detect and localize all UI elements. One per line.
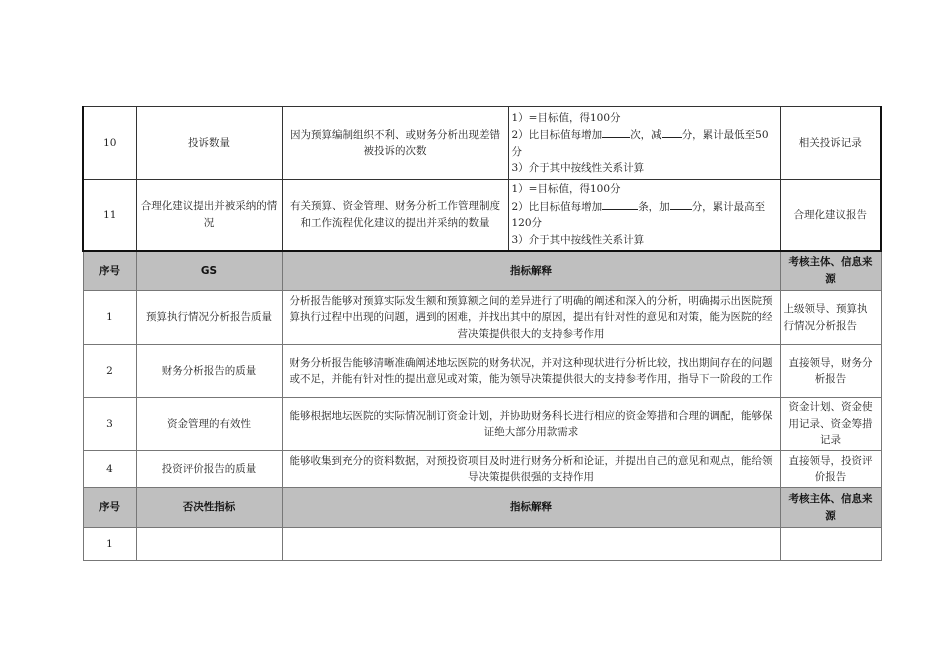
scoring-rule-2: 2）比目标值每增加 条，加 分，累计最高至120分	[512, 198, 777, 232]
info-source: 相关投诉记录	[780, 107, 881, 180]
info-source: 直接领导，投资评价报告	[780, 451, 881, 488]
header-indicator: 否决性指标	[136, 488, 282, 528]
indicator-name: 财务分析报告的质量	[136, 345, 282, 398]
header-source: 考核主体、信息来源	[780, 488, 881, 528]
row-number: 11	[83, 180, 136, 251]
indicator-explanation: 有关预算、资金管理、财务分析工作管理制度和工作流程优化建议的提出并采纳的数量	[282, 180, 508, 251]
header-indicator: GS	[136, 251, 282, 291]
kpi-table	[82, 106, 882, 561]
info-source: 上级领导、预算执行情况分析报告	[780, 291, 881, 345]
gs-row-3	[83, 398, 881, 451]
info-source: 资金计划、资金使用记录、资金筹措记录	[780, 398, 881, 451]
kpi-row-11	[83, 180, 881, 251]
indicator-explanation: 分析报告能够对预算实际发生额和预算额之间的差异进行了明确的阐述和深入的分析，明确揭示出医院预算执行过程中出现的问题，遇到的困难，并找出其中的原因，提出有针对性的意见和对策，能为医院的经营决策提供很大的支持参考作用	[282, 291, 780, 345]
indicator-explanation	[282, 528, 780, 561]
scoring-rules	[508, 180, 780, 251]
header-explanation: 指标解释	[282, 251, 780, 291]
scoring-rules	[508, 107, 780, 180]
kpi-row-10	[83, 107, 881, 180]
header-no: 序号	[83, 251, 136, 291]
indicator-name: 投资评价报告的质量	[136, 451, 282, 488]
indicator-explanation: 能够收集到充分的资料数据，对预投资项目及时进行财务分析和论证，并提出自己的意见和观点，能给领导决策提供很强的支持作用	[282, 451, 780, 488]
row-number: 2	[83, 345, 136, 398]
indicator-explanation: 能够根据地坛医院的实际情况制订资金计划，并协助财务科长进行相应的资金筹措和合理的调配，能够保证绝大部分用款需求	[282, 398, 780, 451]
scoring-rule-2: 2）比目标值每增加 次，减 分，累计最低至50分	[512, 126, 777, 160]
indicator-name: 投诉数量	[136, 107, 282, 180]
header-no: 序号	[83, 488, 136, 528]
indicator-explanation: 财务分析报告能够清晰准确阐述地坛医院的财务状况，并对这种现状进行分析比较，找出期间存在的问题或不足，并能有针对性的提出意见或对策，能为领导决策提供很大的支持参考作用，指导下一阶段的工作	[282, 345, 780, 398]
indicator-explanation: 因为预算编制组织不利、或财务分析出现差错被投诉的次数	[282, 107, 508, 180]
header-explanation: 指标解释	[282, 488, 780, 528]
scoring-rule-1: 1）=目标值，得100分	[511, 183, 621, 196]
veto-header-row	[83, 488, 881, 528]
info-source: 直接领导，财务分析报告	[780, 345, 881, 398]
row-number: 3	[83, 398, 136, 451]
header-source: 考核主体、信息来源	[780, 251, 881, 291]
veto-row-1	[83, 528, 881, 561]
scoring-rule-3: 3）介于其中按线性关系计算	[511, 233, 645, 246]
info-source	[780, 528, 881, 561]
gs-row-2	[83, 345, 881, 398]
row-number: 1	[83, 528, 136, 561]
indicator-name: 合理化建议提出并被采纳的情况	[136, 180, 282, 251]
gs-row-1	[83, 291, 881, 345]
row-number: 10	[83, 107, 136, 180]
row-number: 4	[83, 451, 136, 488]
gs-header-row	[83, 251, 881, 291]
info-source: 合理化建议报告	[780, 180, 881, 251]
indicator-name	[136, 528, 282, 561]
indicator-name: 预算执行情况分析报告质量	[136, 291, 282, 345]
scoring-rule-1: 1）=目标值，得100分	[511, 111, 621, 124]
indicator-name: 资金管理的有效性	[136, 398, 282, 451]
scoring-rule-3: 3）介于其中按线性关系计算	[511, 162, 645, 174]
row-number: 1	[83, 291, 136, 345]
gs-row-4	[83, 451, 881, 488]
